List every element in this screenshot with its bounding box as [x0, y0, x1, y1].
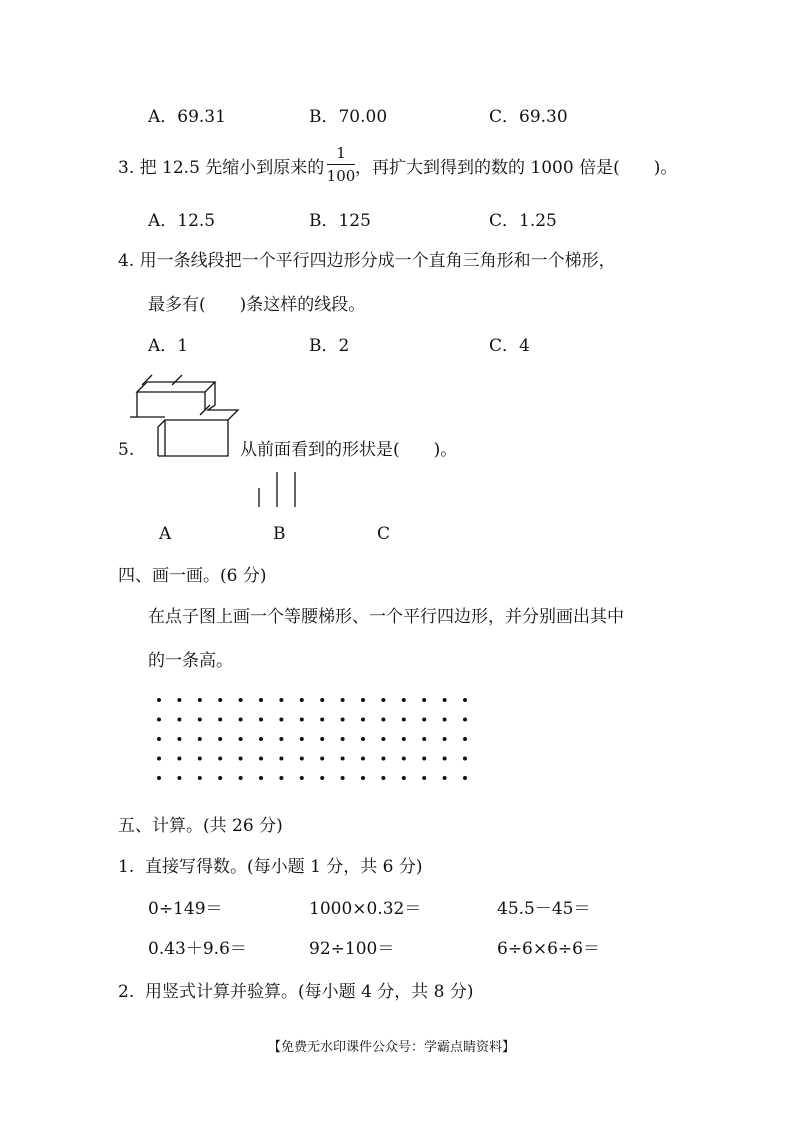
grid-dot [341, 698, 345, 702]
grid-dot [279, 776, 283, 780]
section4-line2: 的一条高。 [148, 651, 233, 671]
grid-dot [259, 698, 263, 702]
dot-grid [145, 685, 480, 795]
q4-option-a: A．1 [148, 336, 189, 356]
expr-4: 0.43＋9.6＝ [148, 939, 247, 959]
q4-option-c: C．4 [489, 336, 530, 356]
grid-dot [463, 718, 467, 722]
expr-2: 1000×0.32＝ [309, 899, 422, 919]
grid-dot [259, 737, 263, 741]
q3-fraction-bar [327, 164, 355, 165]
grid-dot [239, 737, 243, 741]
grid-dot [381, 757, 385, 761]
grid-dot [239, 757, 243, 761]
grid-dot [422, 776, 426, 780]
grid-dot [422, 737, 426, 741]
grid-dot [381, 737, 385, 741]
q3-option-b: B．125 [309, 211, 371, 231]
expr-5: 92÷100＝ [309, 939, 395, 959]
grid-dot [198, 718, 202, 722]
grid-dot [341, 737, 345, 741]
grid-dot [300, 698, 304, 702]
q5-number: 5. [118, 440, 135, 460]
grid-dot [198, 737, 202, 741]
grid-dot [218, 737, 222, 741]
grid-dot [422, 757, 426, 761]
grid-dot [300, 757, 304, 761]
grid-dot [320, 718, 324, 722]
grid-dot [239, 698, 243, 702]
q2-option-a: A．69.31 [148, 107, 226, 127]
q3-prefix: 3. 把 12.5 先缩小到原来的 [118, 158, 325, 178]
section4-title: 四、画一画。(6 分) [118, 566, 267, 586]
footer-note: 【免费无水印课件公众号：学霸点睛资料】 [268, 1040, 516, 1055]
grid-dot [381, 698, 385, 702]
q5-text: 从前面看到的形状是( )。 [240, 440, 458, 460]
grid-dot [157, 737, 161, 741]
expr-3: 45.5－45＝ [497, 899, 591, 919]
grid-dot [157, 757, 161, 761]
q4-option-b: B．2 [309, 336, 350, 356]
grid-dot [279, 737, 283, 741]
q4-line1: 4. 用一条线段把一个平行四边形分成一个直角三角形和一个梯形， [118, 251, 616, 271]
grid-dot [361, 718, 365, 722]
grid-dot [320, 757, 324, 761]
grid-dot [422, 698, 426, 702]
section5-title: 五、计算。(共 26 分) [118, 816, 283, 836]
grid-dot [320, 698, 324, 702]
q2-option-c: C．69.30 [489, 107, 568, 127]
q3-suffix: ，再扩大到得到的数的 1000 倍是( )。 [355, 158, 678, 178]
grid-dot [259, 776, 263, 780]
grid-dot [443, 757, 447, 761]
grid-dot [279, 698, 283, 702]
q5-option-a: A [159, 524, 172, 544]
grid-dot [443, 776, 447, 780]
grid-dot [177, 757, 181, 761]
grid-dot [157, 776, 161, 780]
q5-option-lines [255, 470, 300, 510]
grid-dot [341, 757, 345, 761]
grid-dot [300, 737, 304, 741]
expr-6: 6÷6×6÷6＝ [497, 939, 600, 959]
grid-dot [402, 718, 406, 722]
grid-dot [218, 718, 222, 722]
grid-dot [259, 757, 263, 761]
grid-dot [320, 737, 324, 741]
grid-dot [177, 737, 181, 741]
expr-1: 0÷149＝ [148, 899, 223, 919]
grid-dot [177, 698, 181, 702]
grid-dot [157, 718, 161, 722]
grid-dot [381, 718, 385, 722]
grid-dot [157, 698, 161, 702]
q4-line2: 最多有( )条这样的线段。 [148, 295, 366, 315]
grid-dot [443, 718, 447, 722]
grid-dot [279, 757, 283, 761]
grid-dot [463, 776, 467, 780]
q3-fraction-denominator: 100 [326, 167, 356, 185]
grid-dot [402, 757, 406, 761]
grid-dot [218, 757, 222, 761]
grid-dot [279, 718, 283, 722]
q3-fraction-numerator: 1 [336, 144, 346, 162]
grid-dot [402, 776, 406, 780]
grid-dot [361, 757, 365, 761]
grid-dot [218, 698, 222, 702]
grid-dot [239, 718, 243, 722]
grid-dot [300, 718, 304, 722]
section5-q1-title: 1. 直接写得数。(每小题 1 分，共 6 分) [118, 857, 423, 877]
grid-dot [341, 776, 345, 780]
grid-dot [443, 698, 447, 702]
grid-dot [259, 718, 263, 722]
grid-dot [239, 776, 243, 780]
grid-dot [198, 776, 202, 780]
q5-solid-figure [130, 370, 240, 455]
grid-dot [443, 737, 447, 741]
grid-dot [320, 776, 324, 780]
grid-dot [402, 737, 406, 741]
grid-dot [381, 776, 385, 780]
grid-dot [402, 698, 406, 702]
grid-dot [218, 776, 222, 780]
section4-line1: 在点子图上画一个等腰梯形、一个平行四边形，并分别画出其中 [148, 607, 624, 627]
q5-option-c: C [377, 524, 391, 544]
q3-option-c: C．1.25 [489, 211, 557, 231]
q2-option-b: B．70.00 [309, 107, 388, 127]
grid-dot [361, 776, 365, 780]
grid-dot [463, 737, 467, 741]
grid-dot [341, 718, 345, 722]
grid-dot [177, 776, 181, 780]
q5-option-b: B [273, 524, 286, 544]
q3-option-a: A．12.5 [148, 211, 216, 231]
grid-dot [361, 698, 365, 702]
grid-dot [361, 737, 365, 741]
grid-dot [422, 718, 426, 722]
grid-dot [198, 757, 202, 761]
grid-dot [463, 757, 467, 761]
grid-dot [198, 698, 202, 702]
grid-dot [463, 698, 467, 702]
grid-dot [300, 776, 304, 780]
grid-dot [177, 718, 181, 722]
section5-q2-title: 2. 用竖式计算并验算。(每小题 4 分，共 8 分) [118, 982, 474, 1002]
